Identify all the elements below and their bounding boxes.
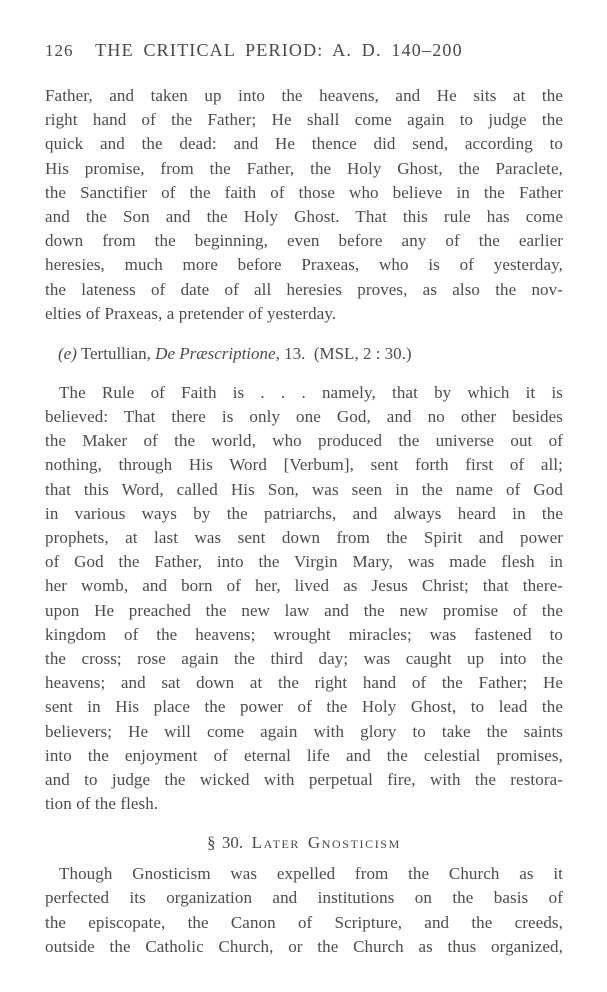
text-line: sent in His place the power of the Holy Ghost, to lead the [45,697,563,717]
text-segment: Later Gnosticism [251,833,401,853]
text-line: of God the Father, into the Virgin Mary, was made flesh in [45,552,563,572]
text-line: prophets, at last was sent down from the Spirit and power [45,528,563,547]
paragraph-rule-of-faith [45,381,563,816]
page-header [45,40,563,61]
text-segment: Tertullian, [76,343,156,363]
text-line: and the Son and the Holy Ghost. That this rule has come [45,206,563,226]
text-line: Father, and taken up into the heavens, and He sits at the [45,86,563,105]
text-segment: De Præscriptione [155,343,276,363]
text-line: kingdom of the heavens; wrought miracles; was fastened to [45,624,563,644]
text-line: tion of the flesh. [45,794,159,814]
section-heading [45,831,563,855]
text-line: nothing, through His Word [Verbum], sent forth first of all; [45,455,563,475]
text-line: Though Gnosticism was expelled from the Church as it [59,864,563,884]
text-line: into the enjoyment of eternal life and the celestial promises, [45,745,563,765]
text-line: the episcopate, the Canon of Scripture, and the creeds, [45,912,563,932]
paragraph-tertullian-rule-continued [45,84,563,326]
text-line: her womb, and born of her, lived as Jesus Christ; that there- [45,576,563,596]
text-line: perfected its organization and institutions on the basis of [45,888,563,908]
text-line: heresies, much more before Praxeas, who is of yesterday, [45,255,563,275]
text-line: believers; He will come again with glory to take the saints [45,721,563,741]
text-line: heavens; and sat down at the right hand of the Father; He [45,673,563,693]
text-line: believed: That there is only one God, and no other besides [45,407,563,427]
text-line: The Rule of Faith is . . . namely, that by which it is [59,382,563,402]
text-line: His promise, from the Father, the Holy Ghost, the Paraclete, [45,158,563,178]
paragraph-later-gnosticism [45,862,563,959]
text-line: that this Word, called His Son, was seen in the name of God [45,479,563,499]
text-line: the cross; rose again the third day; was caught up into the [45,648,563,668]
text-segment: , 13. (MSL, 2 : 30.) [275,343,412,363]
text-line: upon He preached the new law and the new promise of the [45,600,563,620]
text-line: the lateness of date of all heresies proves, as also the nov- [45,279,563,299]
text-segment: (e) [58,343,77,363]
text-line: and to judge the wicked with perpetual fire, with the restora- [45,769,563,789]
text-line: right hand of the Father; He shall come again to judge the [45,110,563,130]
running-title: THE CRITICAL PERIOD: A. D. 140–200 [95,40,463,60]
page-number: 126 [45,41,74,60]
text-line: down from the beginning, even before any of the earlier [45,231,563,251]
citation-line [45,342,563,366]
text-line: elties of Praxeas, a pretender of yesterday. [45,303,337,323]
text-line: the Sanctifier of the faith of those who believe in the Father [45,182,563,202]
text-segment: § 30. [207,833,252,853]
text-line: in various ways by the patriarchs, and always heard in the [45,503,563,523]
text-line: outside the Catholic Church, or the Church as thus organized, [45,936,563,956]
text-line: the Maker of the world, who produced the universe out of [45,431,563,451]
text-line: quick and the dead: and He thence did send, according to [45,134,563,154]
